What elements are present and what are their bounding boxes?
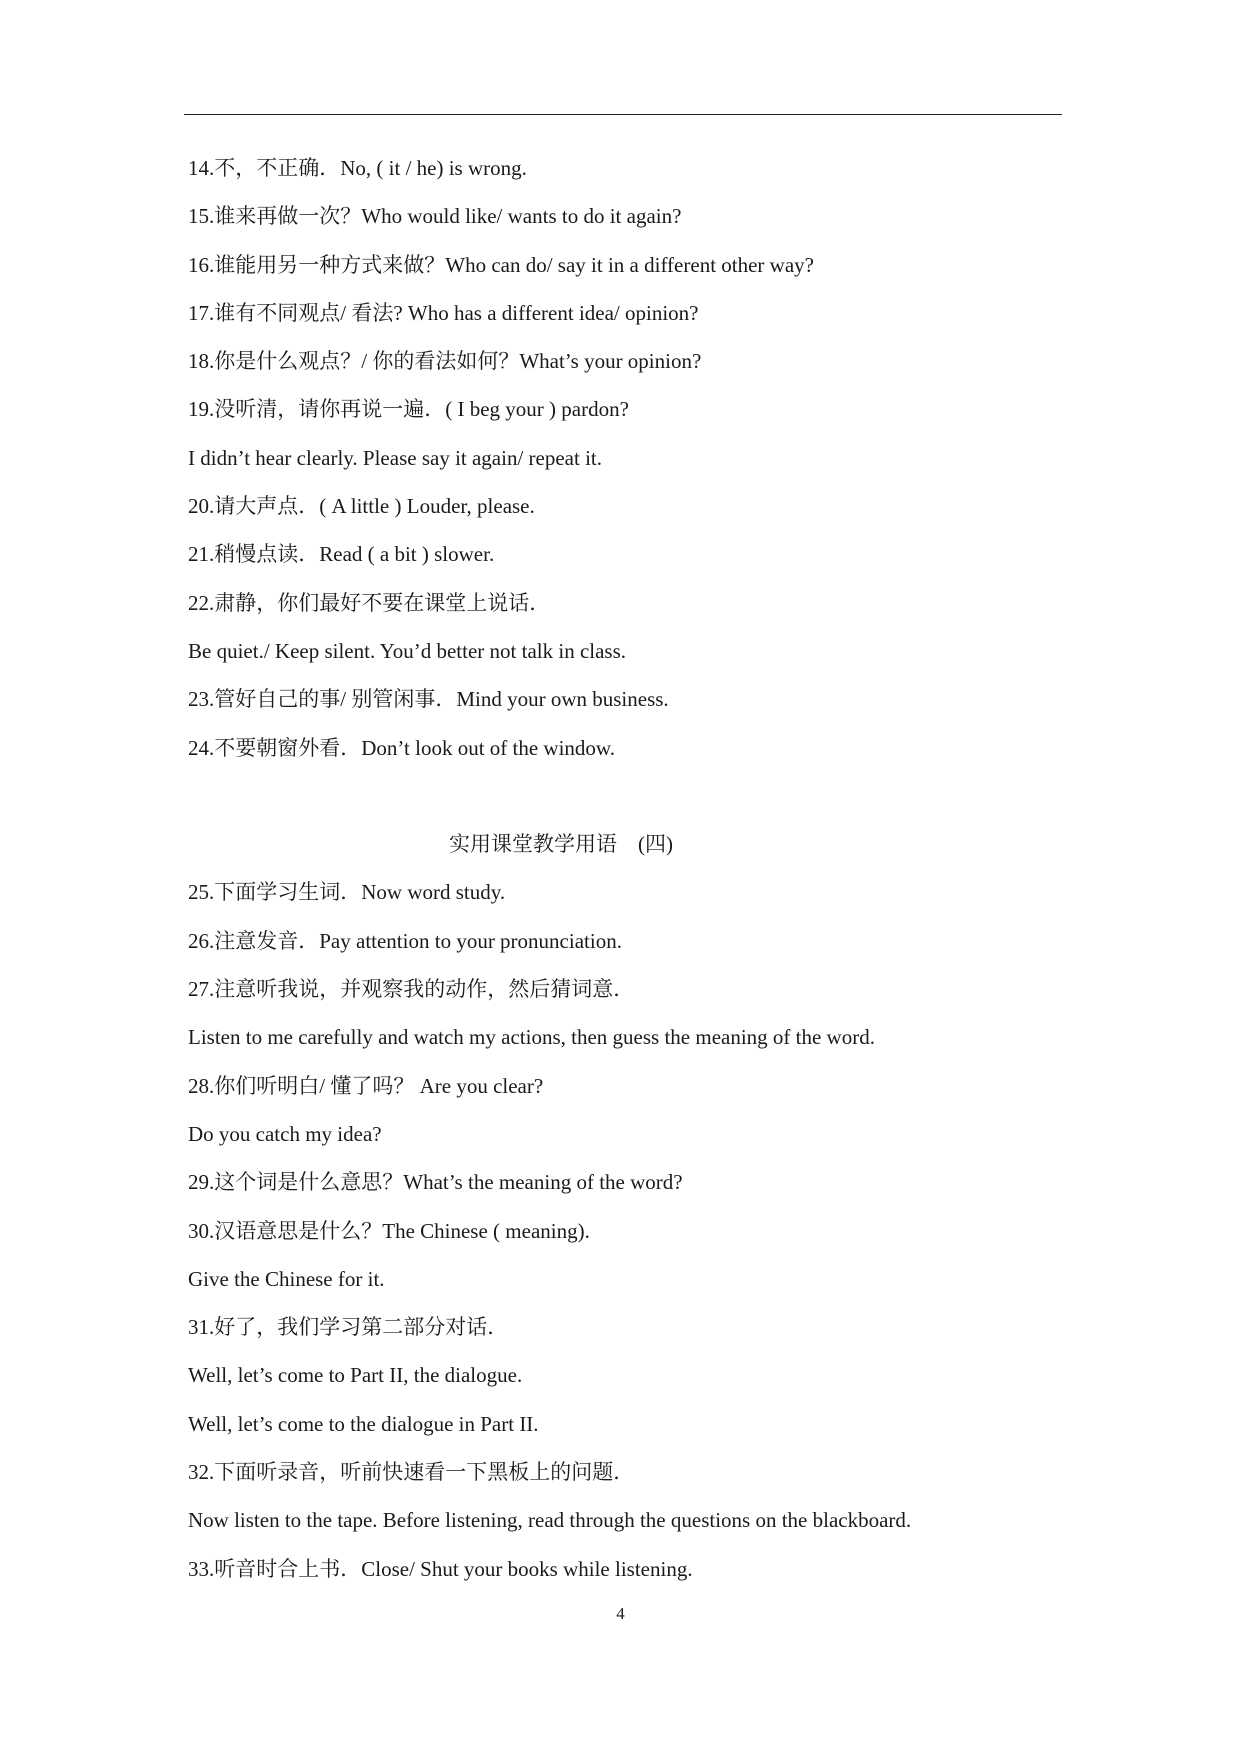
text-line: 15.谁来再做一次？Who would like/ wants to do it again? bbox=[188, 204, 682, 229]
text-line: 17.谁有不同观点/ 看法? Who has a different idea/ opinion? bbox=[188, 300, 699, 325]
header-rule bbox=[184, 114, 1062, 115]
text-line: 28.你们听明白/ 懂了吗？ Are you clear? bbox=[188, 1073, 544, 1098]
text-line: 30.汉语意思是什么？The Chinese ( meaning). bbox=[188, 1218, 590, 1243]
section-title: 实用课堂教学用语 (四) bbox=[449, 832, 673, 857]
text-line: 29.这个词是什么意思？What’s the meaning of the word? bbox=[188, 1170, 683, 1195]
text-line: 27.注意听我说，并观察我的动作，然后猜词意． bbox=[188, 977, 635, 1002]
text-line: Well, let’s come to the dialogue in Part II. bbox=[188, 1411, 539, 1436]
text-line: Do you catch my idea? bbox=[188, 1121, 382, 1146]
text-line: Be quiet./ Keep silent. You’d better not talk in class. bbox=[188, 638, 627, 663]
text-line: Well, let’s come to Part II, the dialogue. bbox=[188, 1363, 523, 1388]
blank-line bbox=[188, 772, 1068, 820]
text-line: 22.肃静，你们最好不要在课堂上说话． bbox=[188, 590, 551, 615]
text-line: Give the Chinese for it. bbox=[188, 1266, 385, 1291]
text-line: 26.注意发音．Pay attention to your pronunciation. bbox=[188, 928, 622, 953]
text-line: 25.下面学习生词．Now word study. bbox=[188, 880, 506, 905]
page-content bbox=[188, 144, 1068, 1593]
text-line: 18.你是什么观点？/ 你的看法如何？What’s your opinion? bbox=[188, 349, 702, 374]
text-line: 21.稍慢点读．Read ( a bit ) slower. bbox=[188, 542, 495, 567]
text-line: 16.谁能用另一种方式来做？Who can do/ say it in a different other way? bbox=[188, 252, 814, 277]
text-line: 32.下面听录音，听前快速看一下黑板上的问题． bbox=[188, 1460, 635, 1485]
text-line: 20.请大声点．( A little ) Louder, please. bbox=[188, 494, 535, 519]
text-line: Listen to me carefully and watch my actions, then guess the meaning of the word. bbox=[188, 1025, 875, 1050]
text-line: I didn’t hear clearly. Please say it again/ repeat it. bbox=[188, 445, 603, 470]
text-line: 23.管好自己的事/ 别管闲事．Mind your own business. bbox=[188, 687, 669, 712]
page-number: 4 bbox=[616, 1604, 625, 1623]
text-line: 24.不要朝窗外看．Don’t look out of the window. bbox=[188, 735, 615, 760]
text-line: Now listen to the tape. Before listening, read through the questions on the blackboard. bbox=[188, 1508, 912, 1533]
text-line: 33.听音时合上书．Close/ Shut your books while listening. bbox=[188, 1556, 693, 1581]
text-line: 14.不，不正确．No, ( it / he) is wrong. bbox=[188, 156, 527, 180]
text-line: 19.没听清，请你再说一遍．( I beg your ) pardon? bbox=[188, 397, 629, 422]
text-line: 31.好了，我们学习第二部分对话． bbox=[188, 1315, 509, 1340]
